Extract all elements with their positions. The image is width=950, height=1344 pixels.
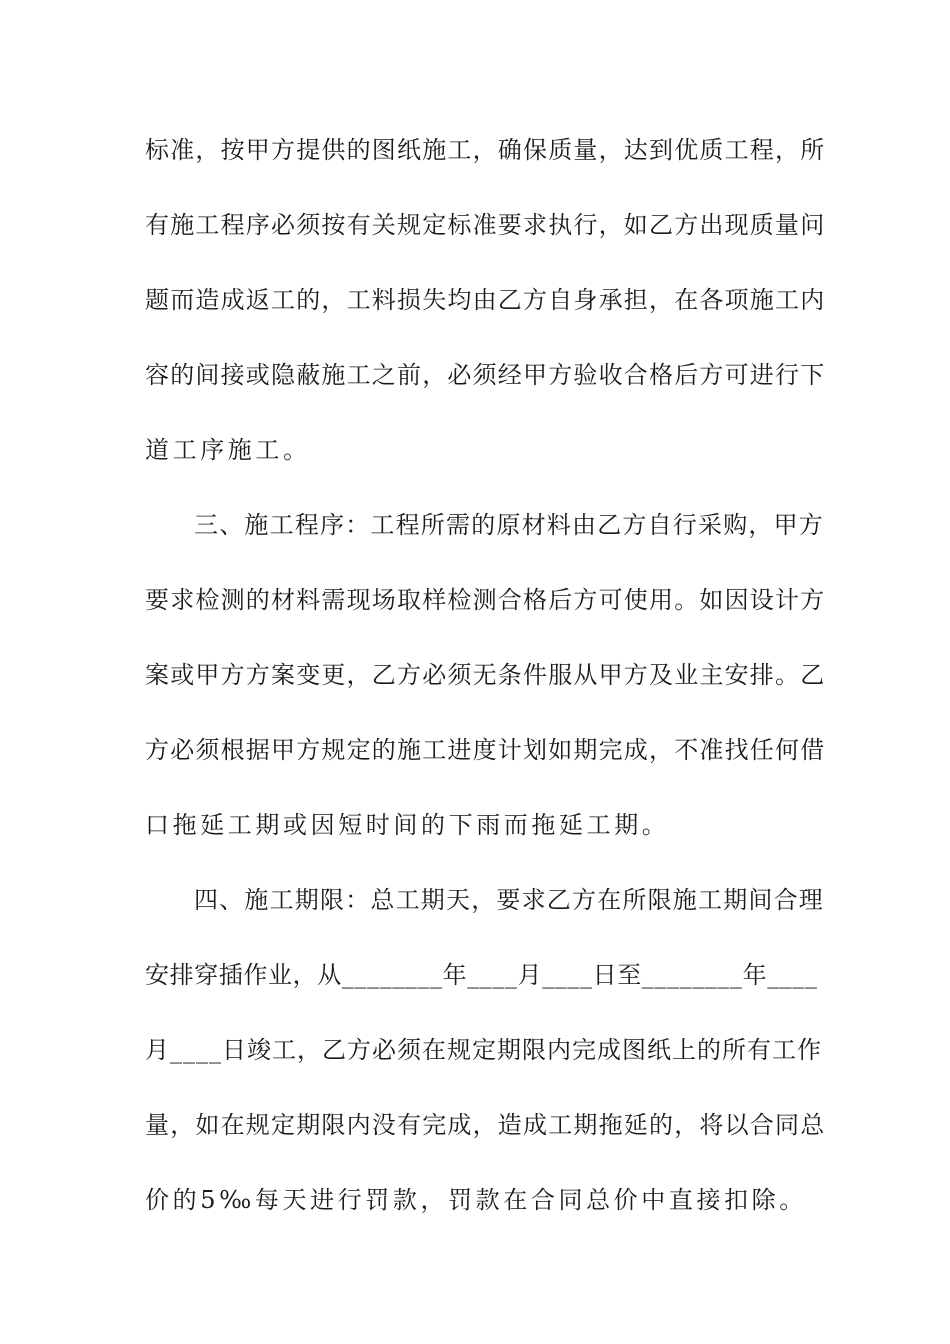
text-line: 量，如在规定期限内没有完成，造成工期拖延的，将以合同总 bbox=[145, 1111, 826, 1139]
text-line: 容的间接或隐蔽施工之前，必须经甲方验收合格后方可进行下 bbox=[145, 361, 826, 389]
text-line: 标准，按甲方提供的图纸施工，确保质量，达到优质工程，所 bbox=[145, 136, 826, 164]
text-line: 月____日竣工，乙方必须在规定期限内完成图纸上的所有工作 bbox=[145, 1036, 822, 1064]
text-line: 有施工程序必须按有关规定标准要求执行，如乙方出现质量问 bbox=[145, 211, 826, 239]
text-line: 价的5‰每天进行罚款，罚款在合同总价中直接扣除。 bbox=[145, 1186, 807, 1214]
text-line: 安排穿插作业，从________年____月____日至________年____ bbox=[145, 961, 818, 989]
text-line: 要求检测的材料需现场取样检测合格后方可使用。如因设计方 bbox=[145, 586, 826, 614]
section-3-heading-line: 三、施工程序：工程所需的原材料由乙方自行采购，甲方 bbox=[194, 511, 824, 539]
text-line: 道工序施工。 bbox=[145, 436, 311, 464]
text-line: 口拖延工期或因短时间的下雨而拖延工期。 bbox=[145, 811, 670, 839]
section-4-heading-line: 四、施工期限：总工期天，要求乙方在所限施工期间合理 bbox=[194, 886, 824, 914]
text-line: 题而造成返工的，工料损失均由乙方自身承担，在各项施工内 bbox=[145, 286, 826, 314]
text-line: 案或甲方方案变更，乙方必须无条件服从甲方及业主安排。乙 bbox=[145, 661, 826, 689]
text-line: 方必须根据甲方规定的施工进度计划如期完成，不准找任何借 bbox=[145, 736, 826, 764]
